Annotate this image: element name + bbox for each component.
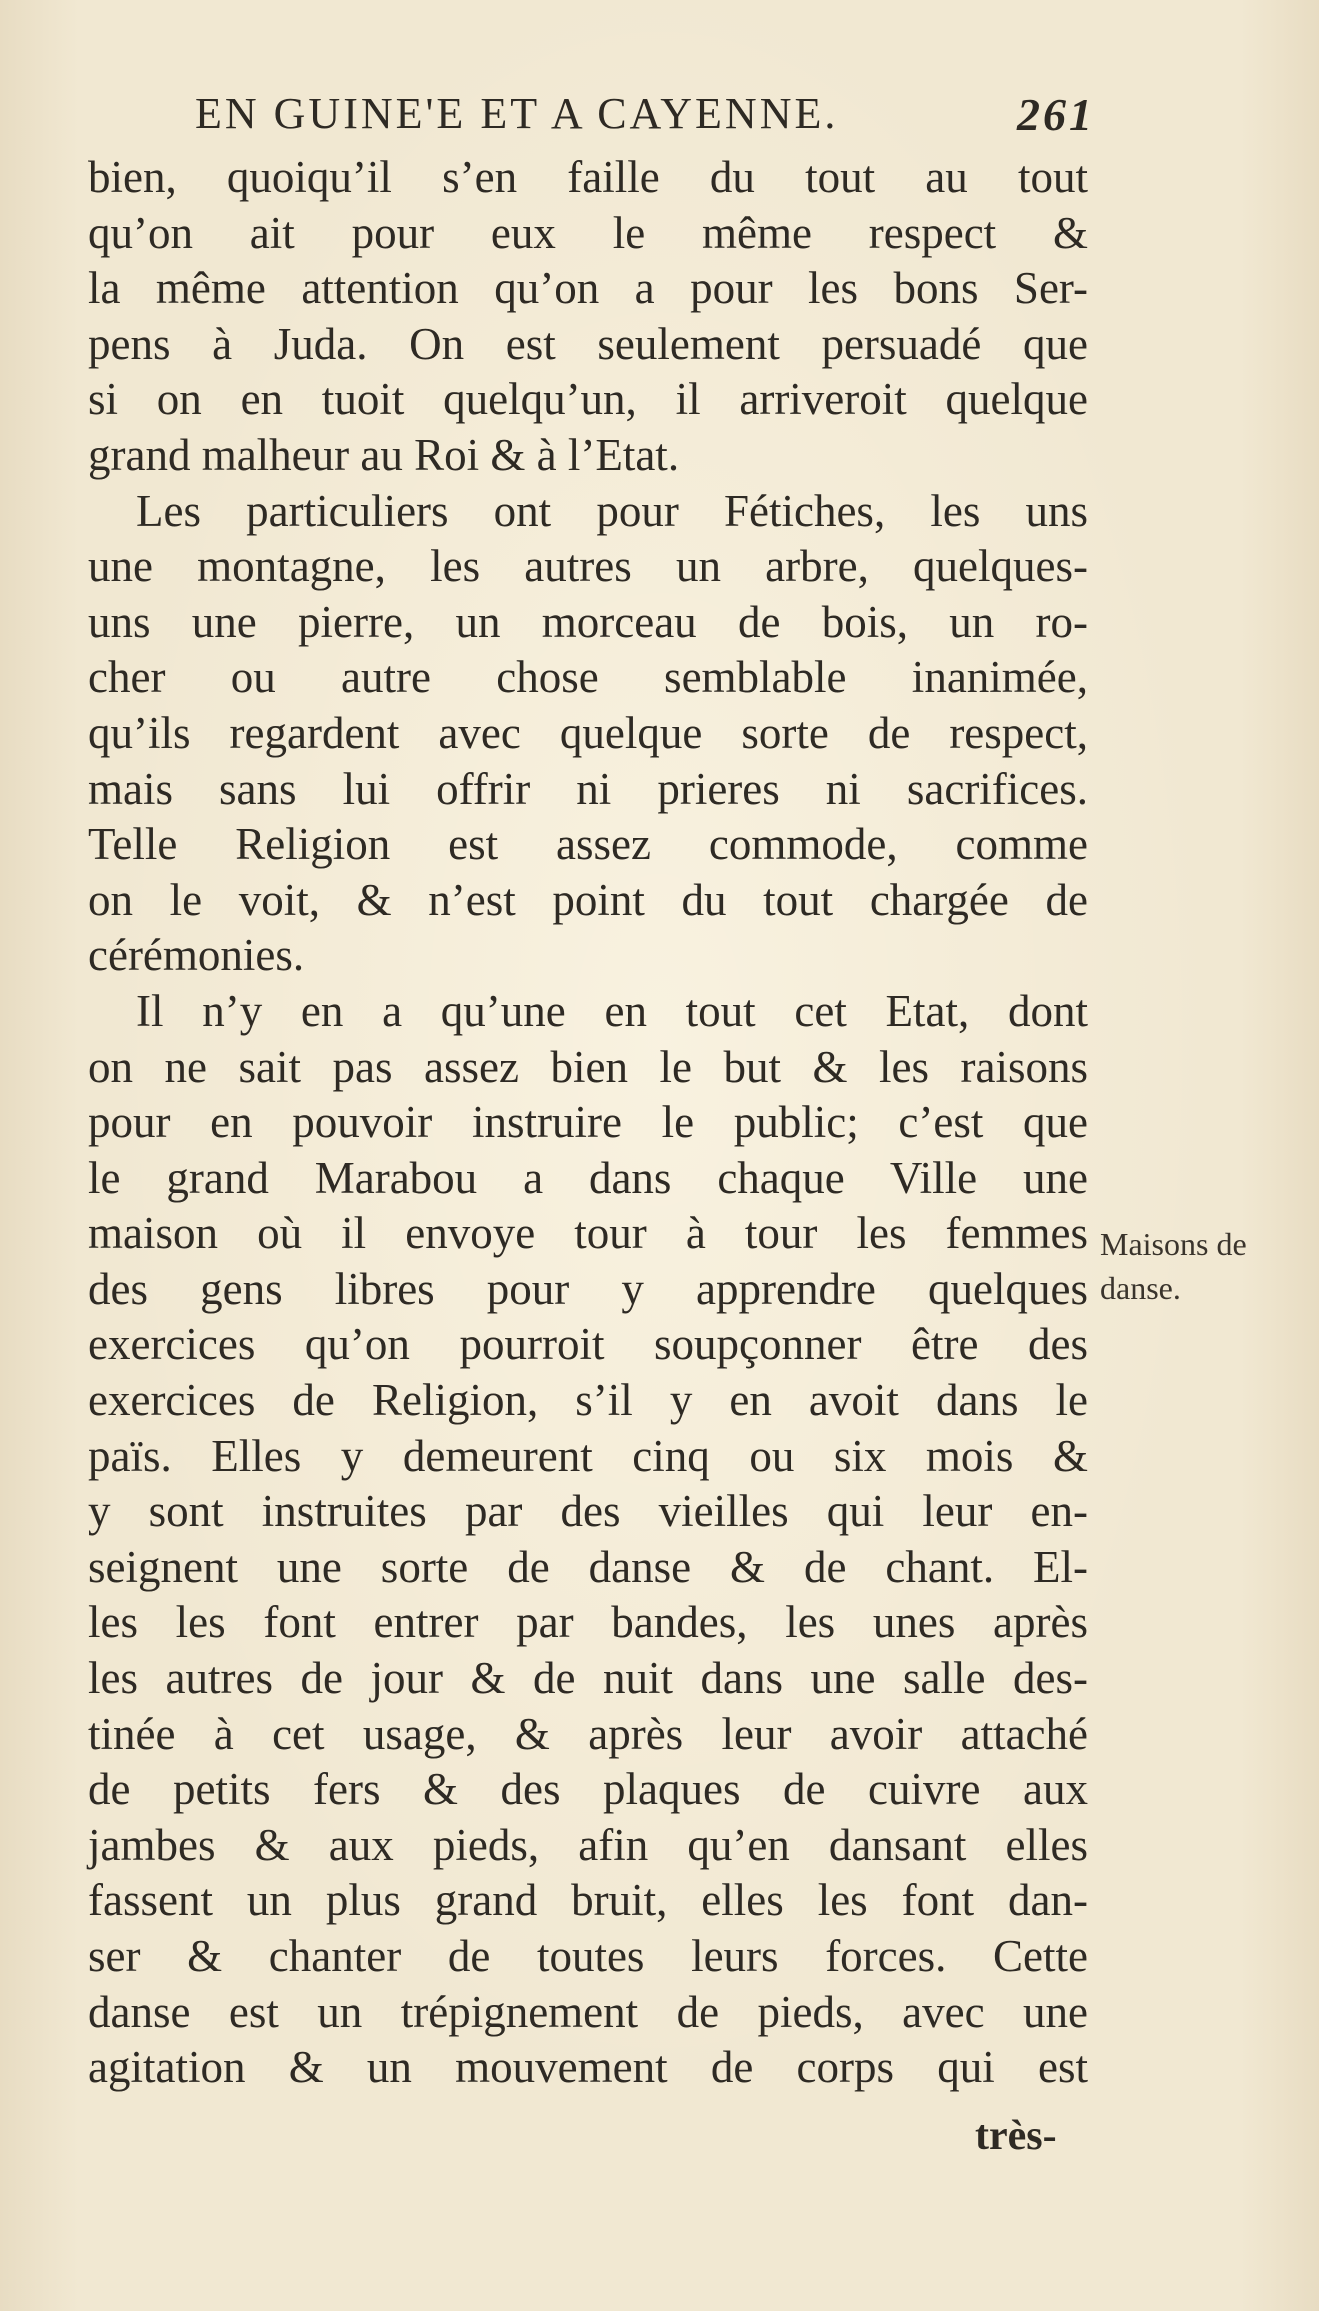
- marginal-note-line: danse.: [1100, 1270, 1181, 1306]
- text-line: tinée à cet usage, & après leur avoir attaché: [88, 1708, 1088, 1759]
- text-line: le grand Marabou a dans chaque Ville une: [88, 1152, 1088, 1203]
- text-line: on le voit, & n’est point du tout chargée de: [88, 874, 1088, 925]
- text-line: les les font entrer par bandes, les unes après: [88, 1597, 1088, 1648]
- running-header: [195, 88, 1095, 152]
- text-line: on ne sait pas assez bien le but & les raisons: [88, 1041, 1088, 1092]
- body-text: [88, 150, 1088, 2096]
- marginal-note-line: Maisons de: [1100, 1226, 1247, 1262]
- text-line: grand malheur au Roi & à l’Etat.: [88, 429, 680, 480]
- text-line: jambes & aux pieds, afin qu’en dansant elles: [88, 1819, 1088, 1870]
- text-line: cher ou autre chose semblable inanimée,: [88, 652, 1088, 703]
- text-line: Telle Religion est assez commode, comme: [88, 819, 1088, 870]
- text-line: exercices qu’on pourroit soupçonner être des: [88, 1319, 1088, 1370]
- text-line: bien, quoiqu’il s’en faille du tout au tout: [88, 152, 1088, 202]
- text-line: cérémonies.: [88, 930, 305, 981]
- text-line: une montagne, les autres un arbre, quelques-: [88, 541, 1088, 592]
- text-line: pens à Juda. On est seulement persuadé que: [88, 318, 1088, 369]
- text-line: pour en pouvoir instruire le public; c’est que: [88, 1097, 1088, 1148]
- marginal-note: [1100, 1222, 1315, 1310]
- catchword: très-: [975, 2113, 1057, 2159]
- text-line: uns une pierre, un morceau de bois, un ro-: [88, 596, 1088, 647]
- text-line: païs. Elles y demeurent cinq ou six mois &: [88, 1430, 1088, 1481]
- text-line: de petits fers & des plaques de cuivre aux: [88, 1764, 1088, 1815]
- text-line: y sont instruites par des vieilles qui leur en-: [88, 1486, 1088, 1537]
- text-line: seignent une sorte de danse & de chant. El-: [88, 1541, 1088, 1592]
- running-title: EN GUINE'E ET A CAYENNE.: [195, 89, 839, 138]
- text-line: les autres de jour & de nuit dans une salle des-: [88, 1653, 1088, 1704]
- text-line: fassent un plus grand bruit, elles les font dan-: [88, 1875, 1088, 1926]
- text-line: qu’on ait pour eux le même respect &: [88, 207, 1088, 258]
- text-line: danse est un trépignement de pieds, avec une: [88, 1986, 1088, 2037]
- text-line: mais sans lui offrir ni prieres ni sacrifices.: [88, 763, 1088, 814]
- text-line: si on en tuoit quelqu’un, il arriveroit quelque: [88, 374, 1088, 425]
- text-line: agitation & un mouvement de corps qui est: [88, 2042, 1088, 2093]
- text-line: la même attention qu’on a pour les bons Ser-: [88, 263, 1088, 314]
- text-line: des gens libres pour y apprendre quelques: [88, 1263, 1088, 1314]
- text-line: Il n’y en a qu’une en tout cet Etat, dont: [136, 985, 1088, 1036]
- text-line: exercices de Religion, s’il y en avoit dans le: [88, 1375, 1088, 1426]
- text-line: Les particuliers ont pour Fétiches, les uns: [136, 485, 1088, 536]
- page-number: 261: [1017, 89, 1095, 140]
- text-line: ser & chanter de toutes leurs forces. Cette: [88, 1931, 1088, 1981]
- text-line: maison où il envoye tour à tour les femmes: [88, 1208, 1088, 1259]
- text-line: qu’ils regardent avec quelque sorte de respect,: [88, 707, 1088, 758]
